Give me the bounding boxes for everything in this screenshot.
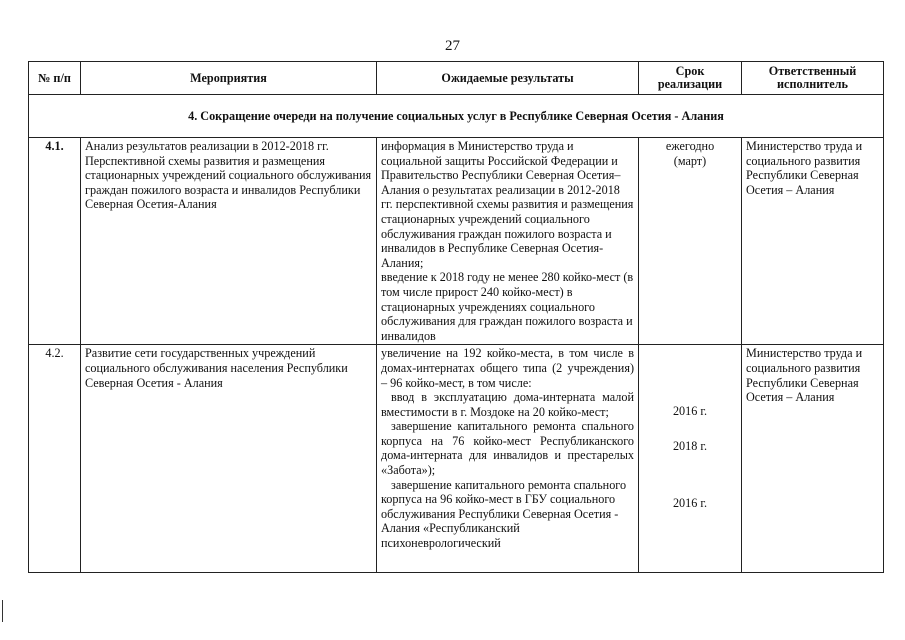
result-item: завершение капитального ремонта спального корпуса на 76 койко-мест Республиканского дома-интерната для инвалидов и престарелых «Забота»); bbox=[381, 419, 634, 478]
measures-table bbox=[28, 61, 884, 573]
term-line: 2016 г. bbox=[672, 495, 708, 510]
result-item: ввод в эксплуатацию дома-интерната малой вместимости в г. Моздоке на 20 койко-мест; bbox=[381, 390, 634, 419]
margin-mark bbox=[2, 600, 3, 622]
row-term bbox=[639, 138, 742, 345]
row-executor: Министерство труда и социального развития Республики Северная Осетия – Алания bbox=[742, 345, 884, 573]
section-row bbox=[29, 95, 884, 138]
row-executor: Министерство труда и социального развития Республики Северная Осетия – Алания bbox=[742, 138, 884, 345]
header-term-line2: реализации bbox=[657, 77, 723, 91]
header-measures: Мероприятия bbox=[81, 62, 377, 95]
term-line: ежегодно bbox=[665, 139, 715, 153]
result-item: введение к 2018 году не менее 280 койко-мест (в том числе прирост 240 койко-мест) в стационарных учреждениях социального обслуживания для граждан пожилого возраста и инвалидов bbox=[381, 270, 634, 343]
row-term bbox=[639, 345, 742, 573]
result-item: завершение капитального ремонта спального корпуса на 96 койко-мест в ГБУ социального обслуживания Республики Северная Осетия - Алания «Республиканский психоневрологический bbox=[381, 477, 627, 551]
table-row bbox=[29, 345, 884, 573]
header-executor-line2: исполнитель bbox=[777, 77, 848, 91]
result-item: информация в Министерство труда и социальной защиты Российской Федерации и Правительство Республики Северная Осетия– Алания о результатах реализации в 2012-2018 гг. перспективной схемы развития и размещения стационарных учреждений социального обслуживания граждан пожилого возраста и инвалидов в Республике Северная Осетия-Алания; bbox=[381, 139, 634, 270]
term-line: 2018 г. bbox=[672, 438, 708, 453]
term-line: (март) bbox=[673, 153, 707, 168]
header-executor-line1: Ответственный bbox=[768, 64, 857, 78]
row-number: 4.2. bbox=[29, 345, 81, 573]
section-title: 4. Сокращение очереди на получение социальных услуг в Республике Северная Осетия - Алания bbox=[29, 95, 884, 138]
header-term-line1: Срок bbox=[675, 64, 705, 78]
row-results bbox=[377, 345, 639, 573]
row-number: 4.1. bbox=[29, 138, 81, 345]
row-results bbox=[377, 138, 639, 345]
header-num: № п/п bbox=[29, 62, 81, 95]
header-executor bbox=[742, 62, 884, 95]
table-row bbox=[29, 138, 884, 345]
term-line: 2016 г. bbox=[672, 404, 708, 419]
row-measure: Развитие сети государственных учреждений социального обслуживания населения Республики Северная Осетия - Алания bbox=[81, 345, 377, 573]
row-measure: Анализ результатов реализации в 2012-2018 гг. Перспективной схемы развития и размещения стационарных учреждений социального обслуживания граждан пожилого возраста и инвалидов Республики Северная Осетия-Алания bbox=[81, 138, 377, 345]
result-item: увеличение на 192 койко-места, в том числе в домах-интернатах общего типа (2 учреждения) – 96 койко-мест, в том числе: bbox=[381, 346, 634, 390]
table-header-row bbox=[29, 62, 884, 95]
page-number: 27 bbox=[445, 38, 460, 54]
header-term bbox=[639, 62, 742, 95]
header-results: Ожидаемые результаты bbox=[377, 62, 639, 95]
